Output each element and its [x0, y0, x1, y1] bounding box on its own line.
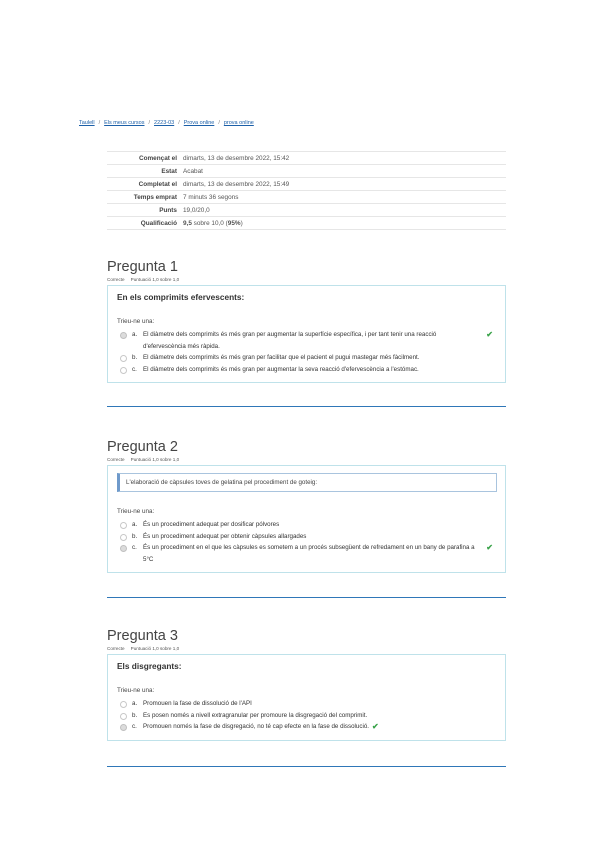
answer-prompt: Trieu-ne una:: [117, 318, 155, 325]
question-info: [107, 646, 506, 651]
question-content-box: [107, 654, 506, 741]
summary-value: 7 minuts 36 segons: [183, 191, 506, 204]
summary-label: Qualificació: [107, 217, 183, 230]
answer-option-a[interactable]: [117, 698, 497, 710]
summary-label: Punts: [107, 204, 183, 217]
summary-row-started: [107, 152, 506, 165]
answer-letter: c.: [132, 544, 137, 551]
summary-row-marks: [107, 204, 506, 217]
breadcrumb-link-taulell[interactable]: Taulell: [79, 120, 95, 126]
question-stem: Els disgregants:: [117, 661, 182, 671]
summary-label: Començat el: [107, 152, 183, 165]
question-points: Puntuació 1,0 sobre 1,0: [130, 277, 180, 282]
radio-icon[interactable]: [120, 367, 127, 374]
answer-letter: b.: [132, 354, 138, 361]
breadcrumb-separator: /: [178, 120, 180, 126]
breadcrumb-link-quiz[interactable]: prova online: [223, 120, 254, 126]
summary-row-state: [107, 165, 506, 178]
answer-text: És un procediment adequat per obtenir càpsules allargades: [143, 532, 307, 540]
answer-option-c[interactable]: [117, 542, 497, 565]
summary-row-completed: [107, 178, 506, 191]
check-icon: ✔: [371, 722, 379, 731]
answer-text: Es posen només a nivell extragranular per promoure la disgregació del comprimit.: [143, 711, 368, 719]
summary-label: Estat: [107, 165, 183, 178]
check-icon: ✔: [486, 330, 493, 339]
breadcrumb-link-section[interactable]: Prova online: [183, 120, 215, 126]
grade-close: ): [240, 219, 243, 227]
question-stem: En els comprimits efervescents:: [117, 292, 245, 302]
question-1: [107, 258, 506, 383]
question-2: [107, 438, 506, 573]
answer-text: El diàmetre dels comprimits és més gran per augmentar la seva reacció d'efervescència a l'estómac.: [143, 365, 419, 373]
answer-letter: a.: [132, 700, 138, 707]
answer-letter: b.: [132, 532, 138, 540]
answer-option-a[interactable]: [117, 329, 497, 352]
answer-text: El diàmetre dels comprimits és més gran per augmentar la superfície específica, i per tant tenir una reacció d'efervescència més ràpida.: [143, 331, 437, 350]
answer-text: És un procediment en el que les càpsules es sometem a un procés subsegüent de refredament en un bany de parafina a 5°C: [143, 544, 475, 563]
question-info: [107, 277, 506, 282]
summary-row-grade: [107, 217, 506, 230]
answer-letter: b.: [132, 711, 138, 719]
question-divider: [107, 406, 506, 407]
grade-percent: 95%: [227, 219, 241, 227]
question-divider: [107, 597, 506, 598]
answer-text: És un procediment adequat per dosificar pólvores: [143, 521, 280, 528]
summary-label: Completat el: [107, 178, 183, 191]
answer-text: Promouen la fase de dissolució de l'API: [143, 700, 252, 707]
breadcrumb-link-els-meus-cursos[interactable]: Els meus cursos: [104, 120, 145, 126]
grade-value: 9,5: [183, 219, 192, 227]
check-icon: ✔: [486, 543, 493, 552]
radio-icon[interactable]: [120, 545, 127, 552]
answer-option-b[interactable]: [117, 352, 497, 364]
answer-letter: c.: [132, 365, 137, 373]
radio-icon[interactable]: [120, 713, 127, 720]
question-state: Correcte: [107, 457, 125, 462]
breadcrumb-link-course[interactable]: 2223-03: [154, 120, 175, 126]
question-3: [107, 627, 506, 741]
breadcrumb-separator: /: [98, 120, 101, 126]
answer-option-a[interactable]: [117, 519, 497, 531]
question-points: Puntuació 1,0 sobre 1,0: [130, 646, 180, 651]
summary-value: 19,0/20,0: [183, 204, 506, 217]
summary-label: Temps emprat: [107, 191, 183, 204]
answer-prompt: Trieu-ne una:: [117, 508, 155, 515]
question-stem: L'elaboració de càpsules toves de gelatina pel procediment de goteig:: [117, 473, 497, 492]
grade-out-of: sobre 10,0 (: [191, 219, 228, 227]
attempt-summary-table: [107, 151, 506, 230]
summary-row-time-taken: [107, 191, 506, 204]
breadcrumb-separator: /: [148, 120, 151, 126]
answer-option-c[interactable]: [117, 721, 497, 733]
radio-icon[interactable]: [120, 522, 127, 529]
question-points: Puntuació 1,0 sobre 1,0: [130, 457, 180, 462]
radio-icon[interactable]: [120, 534, 127, 541]
answer-option-b[interactable]: [117, 710, 497, 722]
answer-text: Promouen només la fase de disgregació, no té cap efecte en la fase de dissolució.: [143, 723, 369, 730]
answer-text: El diàmetre dels comprimits és més gran per facilitar que el pacient el pugui mastegar més fàcilment.: [143, 354, 420, 361]
question-content-box: [107, 285, 506, 383]
question-state: Correcte: [107, 277, 125, 282]
question-content-box: [107, 465, 506, 573]
answer-letter: a.: [132, 331, 138, 338]
question-title: Pregunta 1: [107, 259, 178, 275]
radio-icon[interactable]: [120, 701, 127, 708]
answer-option-b[interactable]: [117, 531, 497, 543]
answer-letter: c.: [132, 723, 137, 730]
question-divider: [107, 766, 506, 767]
question-info: [107, 457, 506, 462]
summary-value: dimarts, 13 de desembre 2022, 15:49: [183, 178, 506, 191]
radio-icon[interactable]: [120, 355, 127, 362]
question-state: Correcte: [107, 646, 125, 651]
question-title: Pregunta 2: [107, 439, 178, 455]
answer-prompt: Trieu-ne una:: [117, 687, 155, 694]
answer-letter: a.: [132, 521, 138, 528]
radio-icon[interactable]: [120, 332, 127, 339]
breadcrumb-separator: /: [218, 120, 220, 126]
summary-value: dimarts, 13 de desembre 2022, 15:42: [183, 152, 506, 165]
summary-value: [183, 217, 506, 230]
answer-option-c[interactable]: [117, 364, 497, 376]
breadcrumb: [79, 120, 254, 126]
radio-icon[interactable]: [120, 724, 127, 731]
question-title: Pregunta 3: [107, 628, 178, 644]
summary-value: Acabat: [183, 165, 506, 178]
